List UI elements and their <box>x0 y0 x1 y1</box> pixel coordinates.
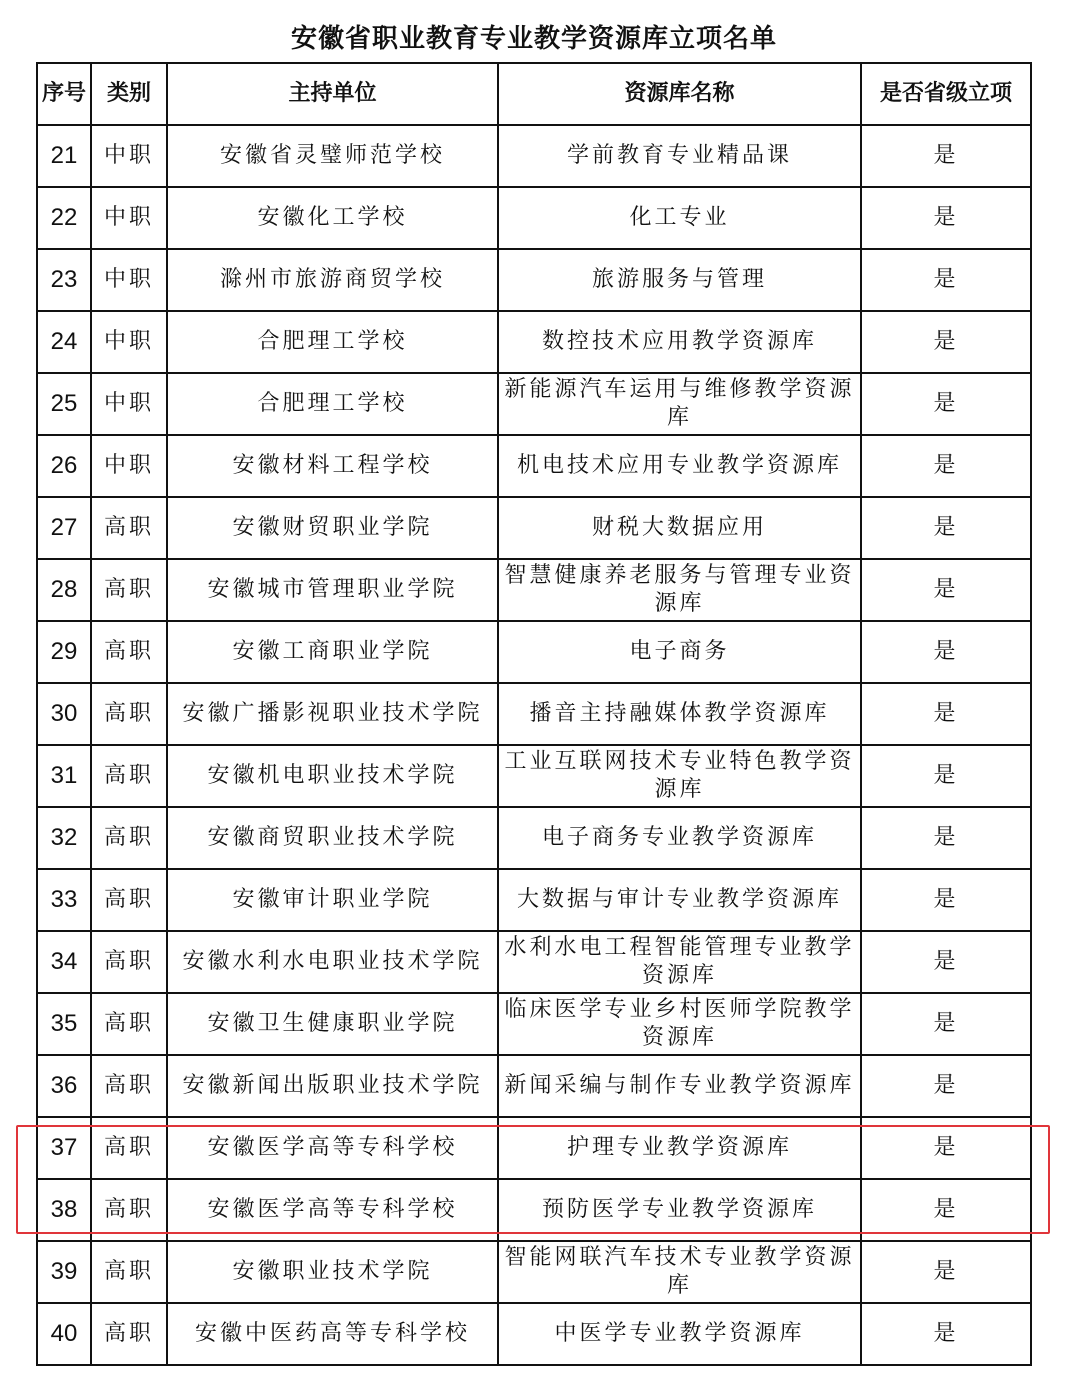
cell-category: 高职 <box>91 745 167 807</box>
cell-resource: 新闻采编与制作专业教学资源库 <box>498 1055 861 1117</box>
cell-index: 37 <box>37 1117 91 1179</box>
table-row <box>37 993 1031 1055</box>
cell-provincial: 是 <box>861 807 1031 869</box>
cell-provincial: 是 <box>861 249 1031 311</box>
cell-host: 安徽职业技术学院 <box>167 1241 498 1303</box>
cell-index: 28 <box>37 559 91 621</box>
cell-resource: 智能网联汽车技术专业教学资源库 <box>498 1241 861 1303</box>
cell-index: 22 <box>37 187 91 249</box>
cell-category: 高职 <box>91 1303 167 1365</box>
cell-category: 高职 <box>91 807 167 869</box>
table-row <box>37 187 1031 249</box>
cell-resource: 化工专业 <box>498 187 861 249</box>
table-row <box>37 807 1031 869</box>
cell-index: 34 <box>37 931 91 993</box>
cell-host: 安徽材料工程学校 <box>167 435 498 497</box>
cell-category: 高职 <box>91 1055 167 1117</box>
cell-category: 中职 <box>91 249 167 311</box>
table-row <box>37 1179 1031 1241</box>
cell-resource: 电子商务 <box>498 621 861 683</box>
cell-index: 38 <box>37 1179 91 1241</box>
cell-host: 合肥理工学校 <box>167 373 498 435</box>
cell-provincial: 是 <box>861 745 1031 807</box>
table-row <box>37 931 1031 993</box>
table-row <box>37 683 1031 745</box>
cell-provincial: 是 <box>861 931 1031 993</box>
document-title: 安徽省职业教育专业教学资源库立项名单 <box>290 24 777 54</box>
table-row <box>37 559 1031 621</box>
cell-provincial: 是 <box>861 373 1031 435</box>
cell-host: 安徽机电职业技术学院 <box>167 745 498 807</box>
cell-category: 高职 <box>91 621 167 683</box>
header-host: 主持单位 <box>167 63 498 125</box>
cell-index: 31 <box>37 745 91 807</box>
table-body <box>37 125 1031 1365</box>
table-row <box>37 1241 1031 1303</box>
cell-host: 安徽新闻出版职业技术学院 <box>167 1055 498 1117</box>
table-row <box>37 311 1031 373</box>
cell-category: 高职 <box>91 1241 167 1303</box>
cell-category: 高职 <box>91 1179 167 1241</box>
cell-host: 安徽中医药高等专科学校 <box>167 1303 498 1365</box>
cell-host: 合肥理工学校 <box>167 311 498 373</box>
cell-provincial: 是 <box>861 683 1031 745</box>
cell-provincial: 是 <box>861 497 1031 559</box>
header-resource: 资源库名称 <box>498 63 861 125</box>
cell-provincial: 是 <box>861 1179 1031 1241</box>
cell-category: 高职 <box>91 559 167 621</box>
cell-resource: 工业互联网技术专业特色教学资源库 <box>498 745 861 807</box>
cell-provincial: 是 <box>861 869 1031 931</box>
cell-category: 中职 <box>91 125 167 187</box>
cell-index: 32 <box>37 807 91 869</box>
table-row <box>37 745 1031 807</box>
cell-host: 安徽城市管理职业学院 <box>167 559 498 621</box>
table-row <box>37 249 1031 311</box>
cell-category: 中职 <box>91 311 167 373</box>
cell-index: 40 <box>37 1303 91 1365</box>
cell-index: 21 <box>37 125 91 187</box>
header-index: 序号 <box>37 63 91 125</box>
cell-category: 高职 <box>91 1117 167 1179</box>
cell-index: 27 <box>37 497 91 559</box>
cell-host: 安徽商贸职业技术学院 <box>167 807 498 869</box>
cell-resource: 护理专业教学资源库 <box>498 1117 861 1179</box>
cell-index: 33 <box>37 869 91 931</box>
cell-provincial: 是 <box>861 1117 1031 1179</box>
cell-resource: 水利水电工程智能管理专业教学资源库 <box>498 931 861 993</box>
cell-provincial: 是 <box>861 125 1031 187</box>
cell-host: 安徽审计职业学院 <box>167 869 498 931</box>
table-row <box>37 1117 1031 1179</box>
cell-host: 安徽卫生健康职业学院 <box>167 993 498 1055</box>
cell-host: 安徽省灵璧师范学校 <box>167 125 498 187</box>
cell-category: 高职 <box>91 869 167 931</box>
table-row <box>37 125 1031 187</box>
cell-category: 高职 <box>91 497 167 559</box>
project-list-table <box>36 62 1032 1366</box>
table-row <box>37 869 1031 931</box>
cell-resource: 播音主持融媒体教学资源库 <box>498 683 861 745</box>
cell-resource: 临床医学专业乡村医师学院教学资源库 <box>498 993 861 1055</box>
cell-index: 35 <box>37 993 91 1055</box>
cell-resource: 电子商务专业教学资源库 <box>498 807 861 869</box>
cell-category: 中职 <box>91 187 167 249</box>
cell-resource: 学前教育专业精品课 <box>498 125 861 187</box>
cell-resource: 中医学专业教学资源库 <box>498 1303 861 1365</box>
cell-category: 中职 <box>91 435 167 497</box>
cell-resource: 数控技术应用教学资源库 <box>498 311 861 373</box>
cell-index: 29 <box>37 621 91 683</box>
cell-host: 安徽医学高等专科学校 <box>167 1117 498 1179</box>
cell-host: 安徽广播影视职业技术学院 <box>167 683 498 745</box>
cell-provincial: 是 <box>861 1303 1031 1365</box>
header-category: 类别 <box>91 63 167 125</box>
cell-provincial: 是 <box>861 1055 1031 1117</box>
cell-resource: 预防医学专业教学资源库 <box>498 1179 861 1241</box>
table-row <box>37 1055 1031 1117</box>
cell-host: 安徽水利水电职业技术学院 <box>167 931 498 993</box>
cell-provincial: 是 <box>861 993 1031 1055</box>
cell-resource: 智慧健康养老服务与管理专业资源库 <box>498 559 861 621</box>
cell-category: 高职 <box>91 993 167 1055</box>
cell-index: 36 <box>37 1055 91 1117</box>
cell-index: 26 <box>37 435 91 497</box>
table-header-row <box>37 63 1031 125</box>
cell-provincial: 是 <box>861 311 1031 373</box>
cell-provincial: 是 <box>861 1241 1031 1303</box>
cell-category: 中职 <box>91 373 167 435</box>
cell-provincial: 是 <box>861 435 1031 497</box>
cell-index: 39 <box>37 1241 91 1303</box>
cell-host: 安徽化工学校 <box>167 187 498 249</box>
cell-provincial: 是 <box>861 621 1031 683</box>
cell-host: 安徽财贸职业学院 <box>167 497 498 559</box>
table-row <box>37 497 1031 559</box>
table-row <box>37 435 1031 497</box>
cell-provincial: 是 <box>861 187 1031 249</box>
cell-host: 安徽工商职业学院 <box>167 621 498 683</box>
cell-provincial: 是 <box>861 559 1031 621</box>
cell-index: 30 <box>37 683 91 745</box>
table-row <box>37 621 1031 683</box>
cell-resource: 财税大数据应用 <box>498 497 861 559</box>
cell-index: 23 <box>37 249 91 311</box>
header-provincial: 是否省级立项 <box>861 63 1031 125</box>
cell-category: 高职 <box>91 931 167 993</box>
table-row <box>37 1303 1031 1365</box>
cell-host: 滁州市旅游商贸学校 <box>167 249 498 311</box>
cell-category: 高职 <box>91 683 167 745</box>
cell-resource: 新能源汽车运用与维修教学资源库 <box>498 373 861 435</box>
cell-index: 24 <box>37 311 91 373</box>
cell-resource: 旅游服务与管理 <box>498 249 861 311</box>
table-row <box>37 373 1031 435</box>
cell-resource: 大数据与审计专业教学资源库 <box>498 869 861 931</box>
cell-host: 安徽医学高等专科学校 <box>167 1179 498 1241</box>
cell-resource: 机电技术应用专业教学资源库 <box>498 435 861 497</box>
cell-index: 25 <box>37 373 91 435</box>
